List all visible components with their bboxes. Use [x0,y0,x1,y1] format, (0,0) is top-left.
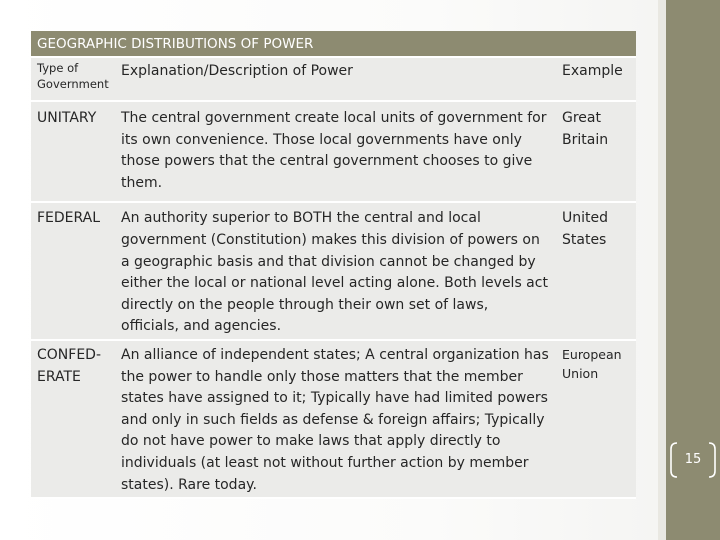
table-header-row [31,57,636,101]
row-example: Great Britain [554,101,636,202]
table-row [31,101,636,202]
table-row [31,202,636,340]
header-explanation: Explanation/Description of Power [121,57,554,101]
page-number: 15 [684,452,702,467]
header-example: Example [554,57,636,101]
header-type: Type of Government [31,57,121,101]
table-title-row [31,31,636,57]
row-example: United States [554,202,636,340]
row-explanation: The central government create local units of government for its own convenience. Those local governments have only those powers that the central government chooses to give them. [121,101,554,202]
power-distribution-table [31,31,636,499]
row-explanation: An authority superior to BOTH the central and local government (Constitution) makes this division of powers on a geographic basis and that division cannot be changed by either the local or national level acting alone. Both levels act directly on the people through their own set of laws, officials, and agencies. [121,202,554,340]
row-type: FEDERAL [31,202,121,340]
row-type: CONFED-ERATE [31,340,121,498]
row-example: European Union [554,340,636,498]
side-bar-edge [658,0,666,540]
page-number-badge [668,441,718,479]
row-type: UNITARY [31,101,121,202]
table-title: GEOGRAPHIC DISTRIBUTIONS OF POWER [31,31,636,57]
row-explanation: An alliance of independent states; A central organization has the power to handle only those matters that the member states have assigned to it; Typically have had limited powers and only in such fields as defense & foreign affairs; Typically do not have power to make laws that apply directly to individuals (at least not without further action by member states). Rare today. [121,340,554,498]
table-row [31,340,636,498]
